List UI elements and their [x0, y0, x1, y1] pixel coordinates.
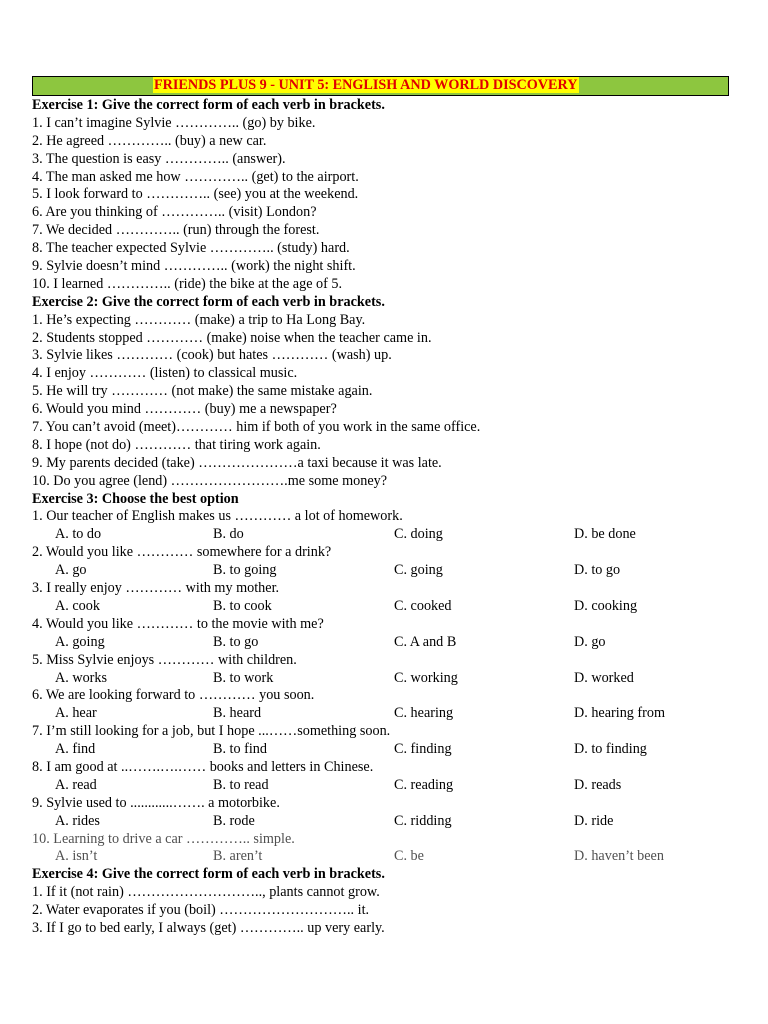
- exercise-1-item: 3. The question is easy ………….. (answer).: [32, 150, 286, 167]
- exercise-1-item: 1. I can’t imagine Sylvie ………….. (go) by bike.: [32, 114, 316, 131]
- option-c: C. cooked: [394, 597, 452, 614]
- option-c: C. A and B: [394, 633, 457, 650]
- exercise-1-item: 2. He agreed ………….. (buy) a new car.: [32, 132, 267, 149]
- exercise-3-options: [32, 526, 729, 544]
- exercise-2-item: 7. You can’t avoid (meet)………… him if both of you work in the same office.: [32, 419, 481, 436]
- exercise-1-item: 8. The teacher expected Sylvie ………….. (study) hard.: [32, 240, 350, 257]
- option-b: B. heard: [213, 705, 262, 722]
- exercise-3-question: 10. Learning to drive a car ………….. simple.: [32, 830, 295, 847]
- option-d: D. ride: [574, 812, 614, 829]
- option-b: B. rode: [213, 812, 255, 829]
- option-c: C. be: [394, 848, 424, 865]
- exercise-3-question: 1. Our teacher of English makes us ………… a lot of homework.: [32, 508, 403, 525]
- exercise-2-item: 1. He’s expecting ………… (make) a trip to Ha Long Bay.: [32, 311, 366, 328]
- exercise-3-options: [32, 598, 729, 616]
- exercise-3-question: 8. I am good at ..…….….…… books and letters in Chinese.: [32, 758, 374, 775]
- option-d: D. hearing from: [574, 705, 666, 722]
- option-d: D. worked: [574, 669, 634, 686]
- exercise-1-item: 5. I look forward to ………….. (see) you at the weekend.: [32, 186, 359, 203]
- option-a: A. to do: [55, 526, 102, 543]
- exercise-4-item: 2. Water evaporates if you (boil) ……………………….. it.: [32, 902, 370, 919]
- exercise-2-item: 4. I enjoy ………… (listen) to classical music.: [32, 365, 298, 382]
- option-a: A. isn’t: [55, 848, 98, 865]
- option-a: A. find: [55, 741, 96, 758]
- option-a: A. hear: [55, 705, 97, 722]
- option-b: B. to go: [213, 633, 259, 650]
- exercise-1-item: 6. Are you thinking of ………….. (visit) London?: [32, 204, 317, 221]
- option-a: A. rides: [55, 812, 100, 829]
- exercise-3-question: 3. I really enjoy ………… with my mother.: [32, 580, 280, 597]
- option-d: D. reads: [574, 776, 622, 793]
- option-a: A. going: [55, 633, 105, 650]
- option-b: B. to cook: [213, 597, 272, 614]
- option-c: C. working: [394, 669, 458, 686]
- option-d: D. cooking: [574, 597, 638, 614]
- exercise-3-question: 5. Miss Sylvie enjoys ………… with children.: [32, 651, 297, 668]
- option-c: C. doing: [394, 526, 443, 543]
- exercise-1-heading: Exercise 1: Give the correct form of each verb in brackets.: [32, 97, 385, 113]
- exercise-3-options: [32, 670, 729, 688]
- exercise-3-options: [32, 562, 729, 580]
- exercise-4-item: 3. If I go to bed early, I always (get) ………….. up very early.: [32, 919, 385, 936]
- exercise-3-options: [32, 848, 729, 866]
- option-d: D. go: [574, 633, 606, 650]
- option-b: B. to find: [213, 741, 267, 758]
- exercise-3-options: [32, 813, 729, 831]
- option-c: C. finding: [394, 741, 452, 758]
- exercise-3-question: 7. I’m still looking for a job, but I hope ...……something soon.: [32, 723, 391, 740]
- option-d: D. to go: [574, 562, 621, 579]
- exercise-3-heading: Exercise 3: Choose the best option: [32, 490, 239, 507]
- exercise-2-item: 10. Do you agree (lend) …………………….me some money?: [32, 472, 388, 489]
- option-c: C. ridding: [394, 812, 452, 829]
- option-b: B. do: [213, 526, 244, 543]
- option-a: A. read: [55, 776, 97, 793]
- option-a: A. go: [55, 562, 87, 579]
- option-c: C. reading: [394, 776, 454, 793]
- exercise-3-question: 9. Sylvie used to ............……. a motorbike.: [32, 794, 280, 811]
- exercise-4-item: 1. If it (not rain) ……………………….., plants cannot grow.: [32, 884, 380, 901]
- option-d: D. haven’t been: [574, 848, 664, 865]
- option-c: C. going: [394, 562, 443, 579]
- exercise-1-item: 4. The man asked me how ………….. (get) to the airport.: [32, 168, 359, 185]
- option-a: A. cook: [55, 597, 100, 614]
- option-b: B. to read: [213, 776, 269, 793]
- option-b: B. aren’t: [213, 848, 263, 865]
- worksheet-title: FRIENDS PLUS 9 - UNIT 5: ENGLISH AND WORLD DISCOVERY: [154, 77, 578, 93]
- option-a: A. works: [55, 669, 108, 686]
- exercise-1-item: 9. Sylvie doesn’t mind ………….. (work) the night shift.: [32, 258, 356, 275]
- exercise-4-heading: Exercise 4: Give the correct form of each verb in brackets.: [32, 866, 385, 883]
- option-d: D. be done: [574, 526, 636, 543]
- option-c: C. hearing: [394, 705, 454, 722]
- option-b: B. to work: [213, 669, 274, 686]
- exercise-3-question: 4. Would you like ………… to the movie with me?: [32, 615, 324, 632]
- exercise-1-item: 7. We decided ………….. (run) through the forest.: [32, 222, 320, 239]
- exercise-3-options: [32, 705, 729, 723]
- exercise-2-item: 8. I hope (not do) ………… that tiring work again.: [32, 436, 321, 453]
- title-bar: [32, 76, 729, 96]
- exercise-2-item: 2. Students stopped ………… (make) noise when the teacher came in.: [32, 329, 432, 346]
- option-d: D. to finding: [574, 741, 647, 758]
- worksheet-page: [32, 76, 729, 938]
- exercise-2-item: 9. My parents decided (take) …………………a taxi because it was late.: [32, 454, 442, 471]
- exercise-2-item: 5. He will try ………… (not make) the same mistake again.: [32, 383, 373, 400]
- exercise-3-question: 6. We are looking forward to ………… you soon.: [32, 687, 315, 704]
- exercise-3-options: [32, 741, 729, 759]
- exercise-2-item: 6. Would you mind ………… (buy) me a newspaper?: [32, 401, 337, 418]
- exercise-2-heading: Exercise 2: Give the correct form of each verb in brackets.: [32, 293, 385, 310]
- exercise-3-options: [32, 777, 729, 795]
- exercise-3-question: 2. Would you like ………… somewhere for a drink?: [32, 544, 332, 561]
- exercise-3-options: [32, 634, 729, 652]
- exercise-1-item: 10. I learned ………….. (ride) the bike at the age of 5.: [32, 275, 343, 292]
- exercise-2-item: 3. Sylvie likes ………… (cook) but hates ………… (wash) up.: [32, 347, 392, 364]
- option-b: B. to going: [213, 562, 277, 579]
